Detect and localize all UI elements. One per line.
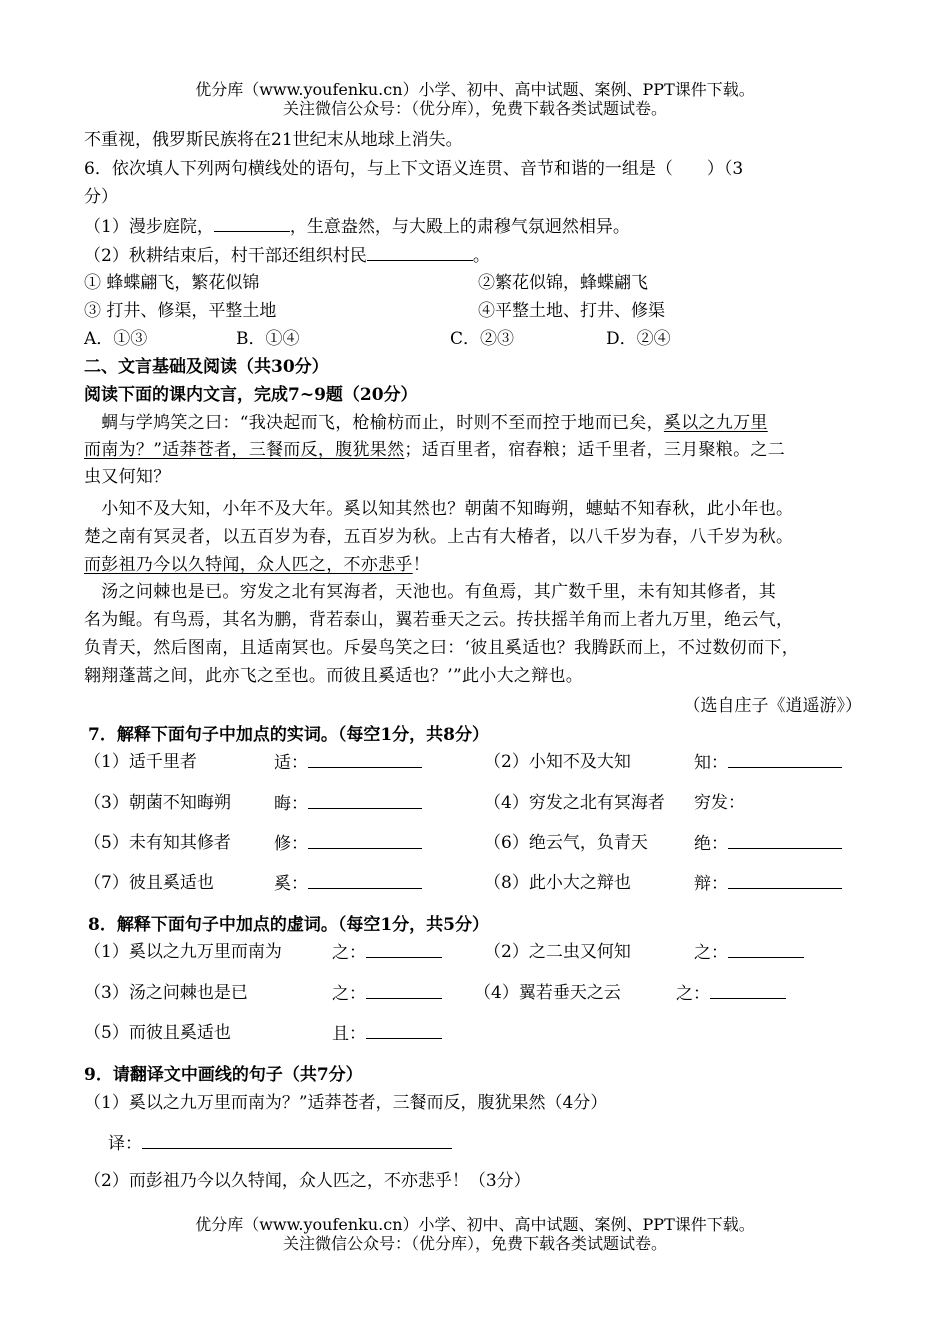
p2-end: ！ <box>412 555 431 575</box>
p1-text-2: ；适百里者，宿舂粮；适千里者，三月聚粮。之二 <box>404 440 785 460</box>
q7-word-3 <box>274 792 422 815</box>
q8-item-4 <box>474 982 621 1004</box>
q7-blank-5[interactable] <box>308 832 422 849</box>
q8-label-2: 之： <box>694 943 728 963</box>
q7-item-7 <box>84 872 214 894</box>
q6-sentence-1 <box>84 215 630 238</box>
q8-sent-5: （5）而彼且奚适也 <box>84 1023 231 1043</box>
q8-word-3 <box>332 982 442 1005</box>
q7-item-4 <box>484 792 665 814</box>
underlined-sentence-1b: 而南为？”适莽苍者，三餐而反，腹犹果然 <box>84 440 405 460</box>
q7-word-5 <box>274 832 422 855</box>
q6-stem: 6．依次填人下列两句横线处的语句，与上下文语义连贯、音节和谐的一组是（ ）（3 <box>84 159 744 179</box>
s1-post: ，生意盎然，与大殿上的肃穆气氛迥然相异。 <box>289 217 630 237</box>
q7-label-2: 知： <box>694 753 728 773</box>
answer-c: C．②③ <box>450 329 515 349</box>
translation-label: 译： <box>108 1134 142 1154</box>
footer-line-2: 关注微信公众号：（优分库），免费下载各类试题试卷。 <box>282 1234 667 1253</box>
passage-p3-line1: 汤之问棘也是已。穷发之北有冥海者，天池也。有鱼焉，其广数千里，未有知其修者，其 <box>84 582 776 602</box>
passage-p2-line1: 小知不及大知，小年不及大年。奚以知其然也？朝菌不知晦朔，蟪蛄不知春秋，此小年也。 <box>84 499 794 519</box>
q7-blank-6[interactable] <box>728 832 842 849</box>
q6-stem-cont: 分） <box>84 187 118 207</box>
q7-item-2 <box>484 751 631 773</box>
q6-blank-2[interactable] <box>367 244 473 261</box>
q7-item-1 <box>84 751 197 773</box>
passage-p3-line3: 负青天，然后图南，且适南冥也。斥晏鸟笑之曰：‘彼且奚适也？我腾跃而上，不过数仞而下， <box>84 638 800 658</box>
s1-pre: （1）漫步庭院， <box>84 217 214 237</box>
q7-word-8 <box>694 872 842 895</box>
q7-item-8 <box>484 872 631 894</box>
q7-label-6: 绝： <box>694 834 728 854</box>
passage-p2-line2: 楚之南有冥灵者，以五百岁为春，五百岁为秋。上古有大椿者，以八千岁为春，八千岁为秋。 <box>84 527 794 547</box>
q8-word-1 <box>332 941 442 964</box>
passage-p1-line1 <box>84 412 768 434</box>
q7-label-5: 修： <box>274 834 308 854</box>
q7-item-3 <box>84 792 231 814</box>
q8-blank-4[interactable] <box>710 982 786 999</box>
q6-sentence-2 <box>84 244 490 267</box>
q7-blank-8[interactable] <box>728 872 842 889</box>
q7-title: 7．解释下面句子中加点的实词。（每空1分，共8分） <box>88 725 489 745</box>
q7-blank-1[interactable] <box>308 751 422 768</box>
q7-sent-4: （4）穷发之北有冥海者 <box>484 793 665 813</box>
q8-label-3: 之： <box>332 984 366 1004</box>
q8-word-2 <box>694 941 804 964</box>
q7-blank-2[interactable] <box>728 751 842 768</box>
q7-word-1 <box>274 751 422 774</box>
q7-label-1: 适： <box>274 753 308 773</box>
q8-blank-1[interactable] <box>366 941 442 958</box>
footer-line-1: 优分库（www.youfenku.cn）小学、初中、高中试题、案例、PPT课件下载。 <box>195 1215 755 1234</box>
answer-b: B．①④ <box>236 329 300 349</box>
q7-label-8: 辩： <box>694 874 728 894</box>
q8-blank-3[interactable] <box>366 982 442 999</box>
q8-sent-2: （2）之二虫又何知 <box>484 942 631 962</box>
q8-label-4: 之： <box>676 984 710 1004</box>
q8-label-1: 之： <box>332 943 366 963</box>
q8-blank-2[interactable] <box>728 941 804 958</box>
header-line-1: 优分库（www.youfenku.cn）小学、初中、高中试题、案例、PPT课件下载。 <box>195 80 755 99</box>
q7-item-6 <box>484 832 648 854</box>
q8-blank-5[interactable] <box>366 1022 442 1039</box>
section-2-instruction: 阅读下面的课内文言，完成7~9题（20分） <box>84 385 418 405</box>
q9-sentence-2: （2）而彭祖乃今以久特闻，众人匹之，不亦悲乎！（3分） <box>84 1171 531 1191</box>
q8-label-5: 且： <box>332 1024 366 1044</box>
q8-word-4 <box>676 982 786 1005</box>
q9-translation-1 <box>108 1132 452 1155</box>
passage-p1-line2 <box>84 439 785 461</box>
passage-p3-line2: 名为鲲。有鸟焉，其名为鹏，背若泰山，翼若垂天之云。抟扶摇羊角而上者九万里，绝云气， <box>84 610 794 630</box>
underlined-sentence-1a: 奚以之九万里 <box>663 413 768 433</box>
q9-title: 9．请翻译文中画线的句子（共7分） <box>84 1065 363 1085</box>
q7-word-2 <box>694 751 842 774</box>
q7-sent-1: （1）适千里者 <box>84 752 197 772</box>
q7-sent-8: （8）此小大之辩也 <box>484 873 631 893</box>
q8-sent-3: （3）汤之问棘也是已 <box>84 983 248 1003</box>
q8-item-1 <box>84 941 282 963</box>
q7-sent-3: （3）朝菌不知晦朔 <box>84 793 231 813</box>
answer-a: A．①③ <box>84 329 148 349</box>
q7-word-7 <box>274 872 422 895</box>
q8-title: 8．解释下面句子中加点的虚词。（每空1分，共5分） <box>88 915 489 935</box>
p1-text: 蜩与学鸠笑之曰：“我决起而飞，枪榆枋而止，时则不至而控于地而已矣， <box>84 413 664 433</box>
q7-blank-3[interactable] <box>308 792 422 809</box>
option-3: ③ 打井、修渠，平整土地 <box>84 301 277 321</box>
header-line-2: 关注微信公众号：（优分库），免费下载各类试题试卷。 <box>282 99 667 118</box>
underlined-sentence-2: 而彭祖乃今以久特闻，众人匹之，不亦悲乎 <box>84 555 413 575</box>
passage-p1-line3: 虫又何知？ <box>84 467 171 487</box>
q7-sent-7: （7）彼且奚适也 <box>84 873 214 893</box>
q7-sent-2: （2）小知不及大知 <box>484 752 631 772</box>
option-4: ④平整土地、打井、修渠 <box>478 301 665 321</box>
q7-blank-7[interactable] <box>308 872 422 889</box>
q7-word-4 <box>694 792 745 814</box>
q8-word-5 <box>332 1022 442 1045</box>
q8-item-3 <box>84 982 248 1004</box>
q8-sent-1: （1）奚以之九万里而南为 <box>84 942 282 962</box>
q7-sent-6: （6）绝云气，负青天 <box>484 833 648 853</box>
q8-sent-4: （4）翼若垂天之云 <box>474 983 621 1003</box>
passage-source: （选自庄子《逍遥游》） <box>683 696 862 716</box>
q8-item-2 <box>484 941 631 963</box>
s2-post: 。 <box>472 246 490 266</box>
q6-blank-1[interactable] <box>214 215 290 232</box>
section-2-title: 二、文言基础及阅读（共30分） <box>84 357 329 377</box>
q7-label-4: 穷发： <box>694 793 745 813</box>
s2-pre: （2）秋耕结束后，村干部还组织村民 <box>84 246 367 266</box>
option-1: ① 蜂蝶翩飞，繁花似锦 <box>84 273 260 293</box>
carry-over-text: 不重视，俄罗斯民族将在21世纪末从地球上消失。 <box>84 130 463 150</box>
q7-label-7: 奚： <box>274 874 308 894</box>
q7-sent-5: （5）未有知其修者 <box>84 833 231 853</box>
q8-item-5 <box>84 1022 231 1044</box>
q7-label-3: 晦： <box>274 794 308 814</box>
translation-blank-1[interactable] <box>142 1132 452 1149</box>
passage-p2-line3 <box>84 554 430 576</box>
q7-word-6 <box>694 832 842 855</box>
q7-item-5 <box>84 832 231 854</box>
answer-d: D．②④ <box>606 329 671 349</box>
option-2: ②繁花似锦，蜂蝶翩飞 <box>478 273 648 293</box>
passage-p3-line4: 翱翔蓬蒿之间，此亦飞之至也。而彼且奚适也？’”此小大之辩也。 <box>84 666 584 686</box>
q9-sentence-1: （1）奚以之九万里而南为？”适莽苍者，三餐而反，腹犹果然（4分） <box>84 1093 608 1113</box>
